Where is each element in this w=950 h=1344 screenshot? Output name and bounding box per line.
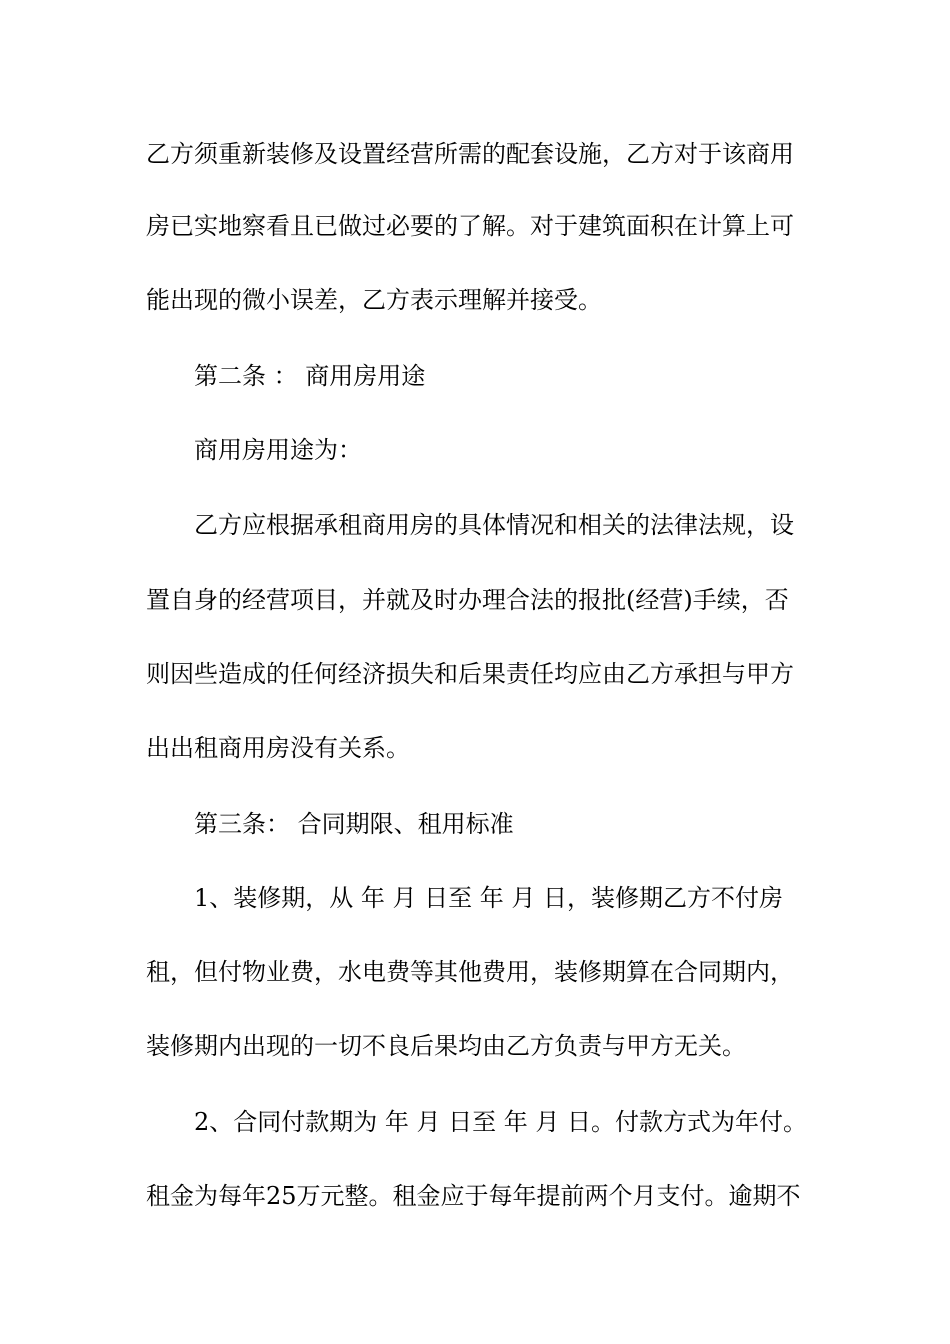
body-text-line: 乙方须重新装修及设置经营所需的配套设施，乙方对于该商用	[146, 140, 794, 168]
body-text-line: 能出现的微小误差，乙方表示理解并接受。	[146, 286, 602, 314]
body-text-line: 租金为每年25万元整。租金应于每年提前两个月支付。逾期不	[146, 1182, 801, 1210]
body-text-line: 租，但付物业费，水电费等其他费用，装修期算在合同期内，	[146, 958, 794, 986]
body-text-line: 置自身的经营项目，并就及时办理合法的报批(经营)手续，否	[146, 586, 789, 614]
body-text-line: 装修期内出现的一切不良后果均由乙方负责与甲方无关。	[146, 1032, 746, 1060]
body-text-line: 2、合同付款期为 年 月 日至 年 月 日。付款方式为年付。	[194, 1108, 808, 1136]
section-heading-article-3: 第三条： 合同期限、租用标准	[194, 810, 514, 838]
body-text-line: 1、装修期，从 年 月 日至 年 月 日，装修期乙方不付房	[194, 884, 784, 912]
body-text-line: 出出租商用房没有关系。	[146, 734, 410, 762]
section-heading-article-2: 第二条 ： 商用房用途	[194, 362, 426, 390]
body-text-line: 商用房用途为：	[194, 436, 362, 464]
body-text-line: 房已实地察看且已做过必要的了解。对于建筑面积在计算上可	[146, 212, 794, 240]
body-text-line: 则因些造成的任何经济损失和后果责任均应由乙方承担与甲方	[146, 660, 794, 688]
body-text-line: 乙方应根据承租商用房的具体情况和相关的法律法规，设	[194, 511, 794, 539]
